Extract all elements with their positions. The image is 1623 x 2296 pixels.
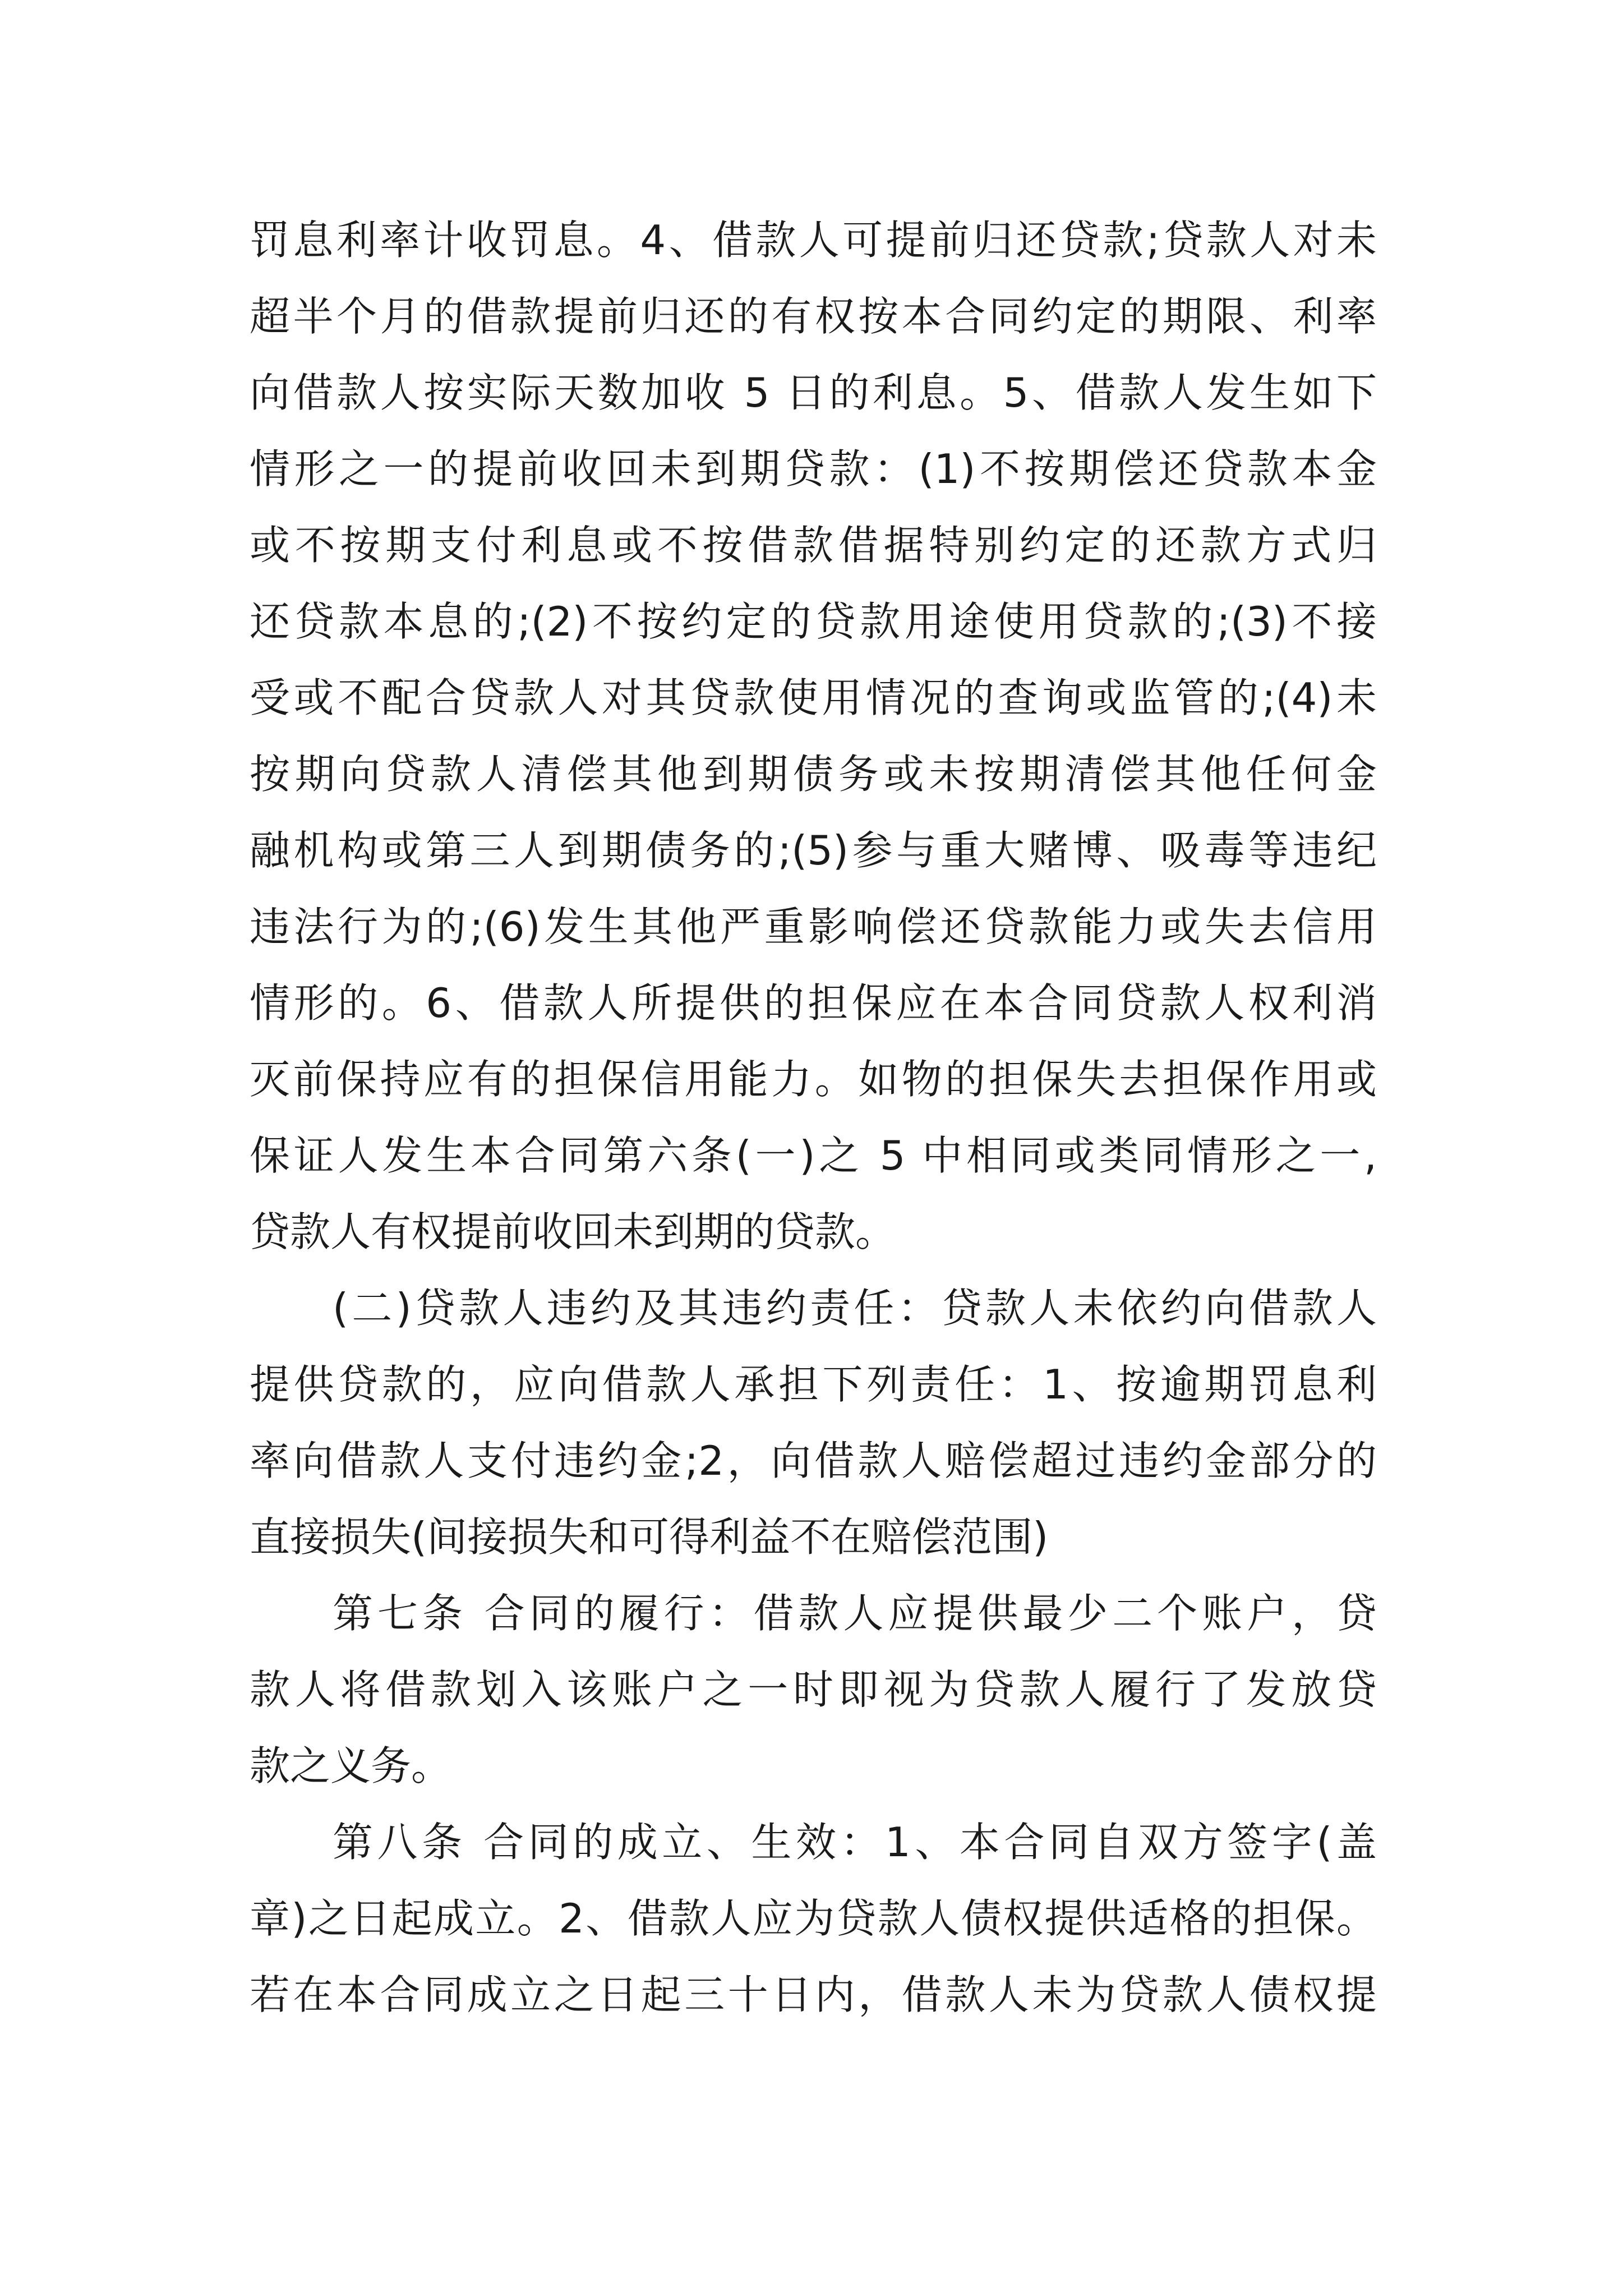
text-line: (二)贷款人违约及其违约责任：贷款人未依约向借款人: [333, 1285, 1377, 1332]
text-line: 章)之日起成立。2、借款人应为贷款人债权提供适格的担保。: [250, 1895, 1377, 1942]
text-line: 保证人发生本合同第六条(一)之 5 中相同或类同情形之一,: [250, 1132, 1377, 1179]
text-line: 提供贷款的，应向借款人承担下列责任：1、按逾期罚息利: [250, 1361, 1377, 1408]
text-line: 按期向贷款人清偿其他到期债务或未按期清偿其他任何金: [250, 751, 1377, 798]
paragraph: [250, 1270, 1377, 1575]
document-body: [250, 202, 1377, 2033]
text-line: 受或不配合贷款人对其贷款使用情况的查询或监管的;(4)未: [250, 674, 1377, 721]
text-line: 第八条 合同的成立、生效：1、本合同自双方签字(盖: [333, 1819, 1377, 1866]
text-line: 罚息利率计收罚息。4、借款人可提前归还贷款;贷款人对未: [250, 217, 1377, 264]
text-line: 率向借款人支付违约金;2，向借款人赔偿超过违约金部分的: [250, 1437, 1377, 1484]
text-line: 情形之一的提前收回未到期贷款：(1)不按期偿还贷款本金: [250, 445, 1377, 493]
text-line: 情形的。6、借款人所提供的担保应在本合同贷款人权利消: [250, 979, 1377, 1027]
text-line: 灭前保持应有的担保信用能力。如物的担保失去担保作用或: [250, 1056, 1377, 1103]
text-line: 违法行为的;(6)发生其他严重影响偿还贷款能力或失去信用: [250, 903, 1377, 950]
text-line: 款人将借款划入该账户之一时即视为贷款人履行了发放贷: [250, 1666, 1377, 1713]
text-line: 款之义务。: [250, 1742, 452, 1789]
text-line: 还贷款本息的;(2)不按约定的贷款用途使用贷款的;(3)不接: [250, 598, 1377, 645]
text-line: 若在本合同成立之日起三十日内，借款人未为贷款人债权提: [250, 1971, 1377, 2018]
paragraph: [250, 202, 1377, 1270]
paragraph: [250, 1804, 1377, 2033]
text-line: 或不按期支付利息或不按借款借据特别约定的还款方式归: [250, 522, 1377, 569]
text-line: 第七条 合同的履行：借款人应提供最少二个账户，贷: [333, 1590, 1377, 1637]
text-line: 超半个月的借款提前归还的有权按本合同约定的期限、利率: [250, 293, 1377, 340]
text-line: 向借款人按实际天数加收 5 日的利息。5、借款人发生如下: [250, 369, 1377, 416]
text-line: 融机构或第三人到期债务的;(5)参与重大赌博、吸毒等违纪: [250, 827, 1377, 874]
paragraph: [250, 1575, 1377, 1804]
text-line: 直接损失(间接损失和可得利益不在赔偿范围): [250, 1513, 1049, 1561]
text-line: 贷款人有权提前收回未到期的贷款。: [250, 1208, 896, 1255]
